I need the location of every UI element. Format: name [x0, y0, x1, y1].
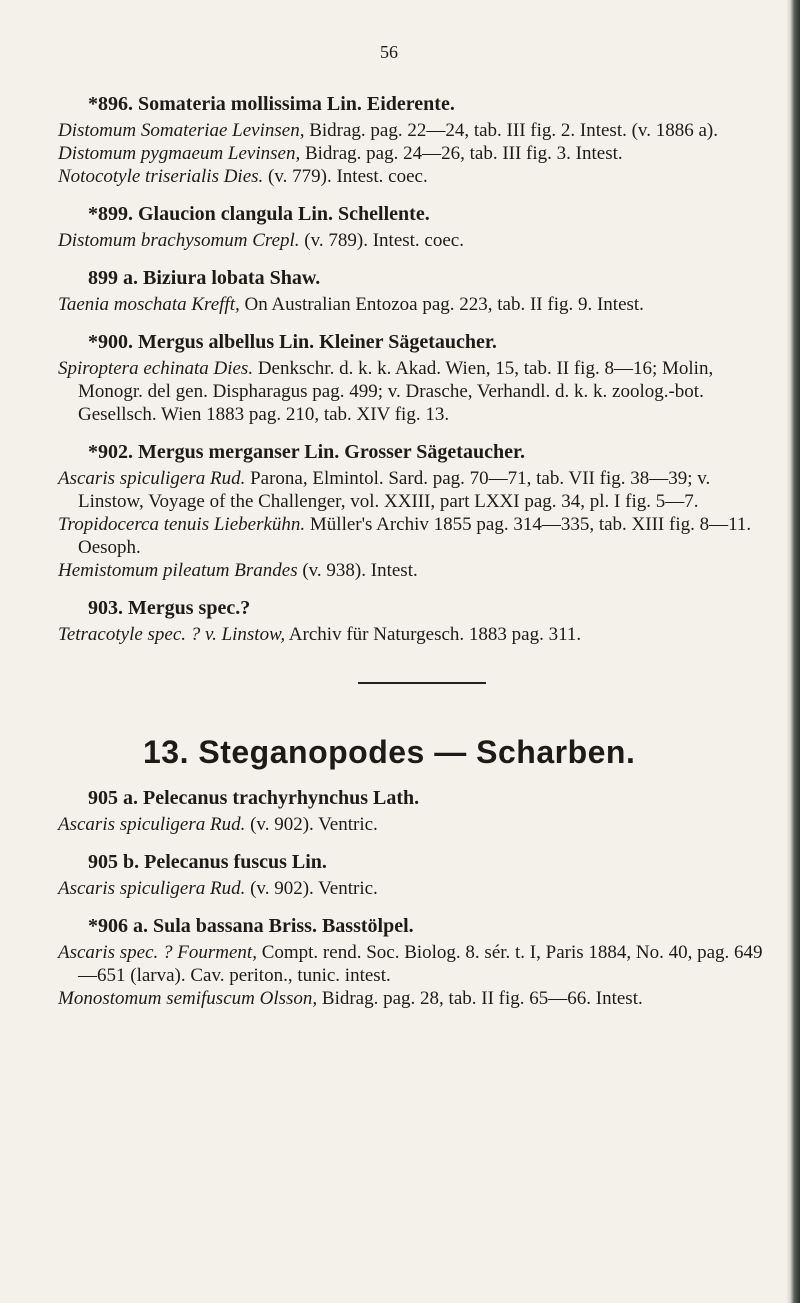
- parasite-taxon: Distomum brachysomum Crepl.: [58, 230, 300, 251]
- host-number: 903.: [88, 597, 123, 619]
- reference-text: (v. 789). Intest. coec.: [299, 230, 464, 251]
- parasite-reference: [58, 513, 780, 559]
- host-number: 905 a.: [88, 787, 138, 809]
- parasite-reference: [58, 165, 780, 188]
- parasite-reference: [58, 142, 780, 165]
- reference-text: (v. 779). Intest. coec.: [263, 166, 428, 187]
- reference-text: Compt. rend. Soc. Biolog. 8. sér. t. I, Paris 1884, No. 40, pag. 649—651 (larva). Cav. periton., tunic. intest.: [78, 942, 763, 986]
- entries-list-b: [58, 784, 780, 1010]
- host-name: Biziura lobata Shaw.: [143, 267, 321, 289]
- host-entry: [58, 594, 780, 646]
- parasite-taxon: Distomum Somateriae Levinsen,: [58, 120, 305, 141]
- reference-text: (v. 902). Ventric.: [245, 878, 378, 899]
- host-heading: [58, 438, 780, 467]
- parasite-reference: [58, 119, 780, 142]
- host-heading: [58, 90, 780, 119]
- host-name: Somateria mollissima Lin. Eiderente.: [138, 93, 455, 115]
- host-entry: [58, 328, 780, 426]
- host-number: *896.: [88, 93, 133, 115]
- host-number: *899.: [88, 203, 133, 225]
- reference-text: Bidrag. pag. 22—24, tab. III fig. 2. Intest. (v. 1886 a).: [304, 120, 718, 141]
- parasite-taxon: Ascaris spec. ? Fourment,: [58, 942, 257, 963]
- host-entry: [58, 912, 780, 1010]
- parasite-reference: [58, 229, 780, 252]
- parasite-taxon: Notocotyle triserialis Dies.: [58, 166, 264, 187]
- host-number: 899 a.: [88, 267, 138, 289]
- parasite-reference: [58, 559, 780, 582]
- reference-text: Müller's Archiv 1855 pag. 314—335, tab. XIII fig. 8—11. Oesoph.: [78, 514, 752, 558]
- page-edge-shadow: [786, 0, 800, 1303]
- host-entry: [58, 438, 780, 582]
- entries-list-a: [58, 90, 780, 646]
- reference-text: Bidrag. pag. 24—26, tab. III fig. 3. Intest.: [300, 143, 623, 164]
- reference-text: Archiv für Naturgesch. 1883 pag. 311.: [285, 624, 582, 645]
- parasite-reference: [58, 293, 780, 316]
- host-name: Glaucion clangula Lin. Schellente.: [138, 203, 430, 225]
- parasite-reference: [58, 357, 780, 426]
- parasite-taxon: Tropidocerca tenuis Lieberkühn.: [58, 514, 306, 535]
- host-name: Pelecanus fuscus Lin.: [144, 851, 327, 873]
- host-name: Mergus albellus Lin. Kleiner Sägetaucher.: [138, 331, 497, 353]
- host-name: Sula bassana Briss. Basstölpel.: [153, 915, 414, 937]
- host-entry: [58, 264, 780, 316]
- host-number: *900.: [88, 331, 133, 353]
- reference-text: (v. 902). Ventric.: [245, 814, 378, 835]
- parasite-reference: [58, 941, 780, 987]
- host-heading: [58, 594, 780, 623]
- host-heading: [58, 912, 780, 941]
- parasite-taxon: Ascaris spiculigera Rud.: [58, 878, 246, 899]
- reference-text: On Australian Entozoa pag. 223, tab. II fig. 9. Intest.: [239, 294, 644, 315]
- reference-text: Bidrag. pag. 28, tab. II fig. 65—66. Intest.: [317, 988, 643, 1009]
- host-heading: [58, 328, 780, 357]
- parasite-reference: [58, 813, 780, 836]
- host-name: Mergus spec.?: [128, 597, 251, 619]
- host-name: Pelecanus trachyrhynchus Lath.: [143, 787, 420, 809]
- host-number: 905 b.: [88, 851, 140, 873]
- parasite-taxon: Spiroptera echinata Dies.: [58, 358, 254, 379]
- parasite-taxon: Tetracotyle spec. ? v. Linstow,: [58, 624, 286, 645]
- section-title: 13. Steganopodes — Scharben.: [143, 734, 636, 770]
- host-heading: [58, 848, 780, 877]
- reference-text: Parona, Elmintol. Sard. pag. 70—71, tab. VII fig. 38—39; v. Linstow, Voyage of the Challenger, vol. XXIII, part LXXI pag. 34, pl. I fig. 5—7.: [78, 468, 711, 512]
- page-number: 56: [380, 42, 398, 62]
- host-name: Mergus merganser Lin. Grosser Sägetaucher.: [138, 441, 526, 463]
- text-body: [58, 90, 780, 1022]
- parasite-taxon: Hemistomum pileatum Brandes: [58, 560, 298, 581]
- host-entry: [58, 200, 780, 252]
- host-number: *906 a.: [88, 915, 148, 937]
- parasite-taxon: Distomum pygmaeum Levinsen,: [58, 143, 301, 164]
- parasite-reference: [58, 623, 780, 646]
- section-divider: [358, 682, 486, 684]
- parasite-taxon: Taenia moschata Krefft,: [58, 294, 240, 315]
- host-heading: [58, 200, 780, 229]
- parasite-taxon: Ascaris spiculigera Rud.: [58, 814, 246, 835]
- parasite-reference: [58, 877, 780, 900]
- host-heading: [58, 264, 780, 293]
- reference-text: (v. 938). Intest.: [297, 560, 418, 581]
- parasite-taxon: Ascaris spiculigera Rud.: [58, 468, 246, 489]
- host-entry: [58, 90, 780, 188]
- parasite-reference: [58, 987, 780, 1010]
- host-entry: [58, 784, 780, 836]
- host-number: *902.: [88, 441, 133, 463]
- parasite-reference: [58, 467, 780, 513]
- reference-text: Denkschr. d. k. k. Akad. Wien, 15, tab. II fig. 8—16; Molin, Monogr. del gen. Dispharagus pag. 499; v. Drasche, Verhandl. d. k. k. zoolog.-bot. Gesellsch. Wien 1883 pag. 210, tab. XIV fig. 13.: [78, 358, 714, 425]
- host-entry: [58, 848, 780, 900]
- host-heading: [58, 784, 780, 813]
- parasite-taxon: Monostomum semifuscum Olsson,: [58, 988, 318, 1009]
